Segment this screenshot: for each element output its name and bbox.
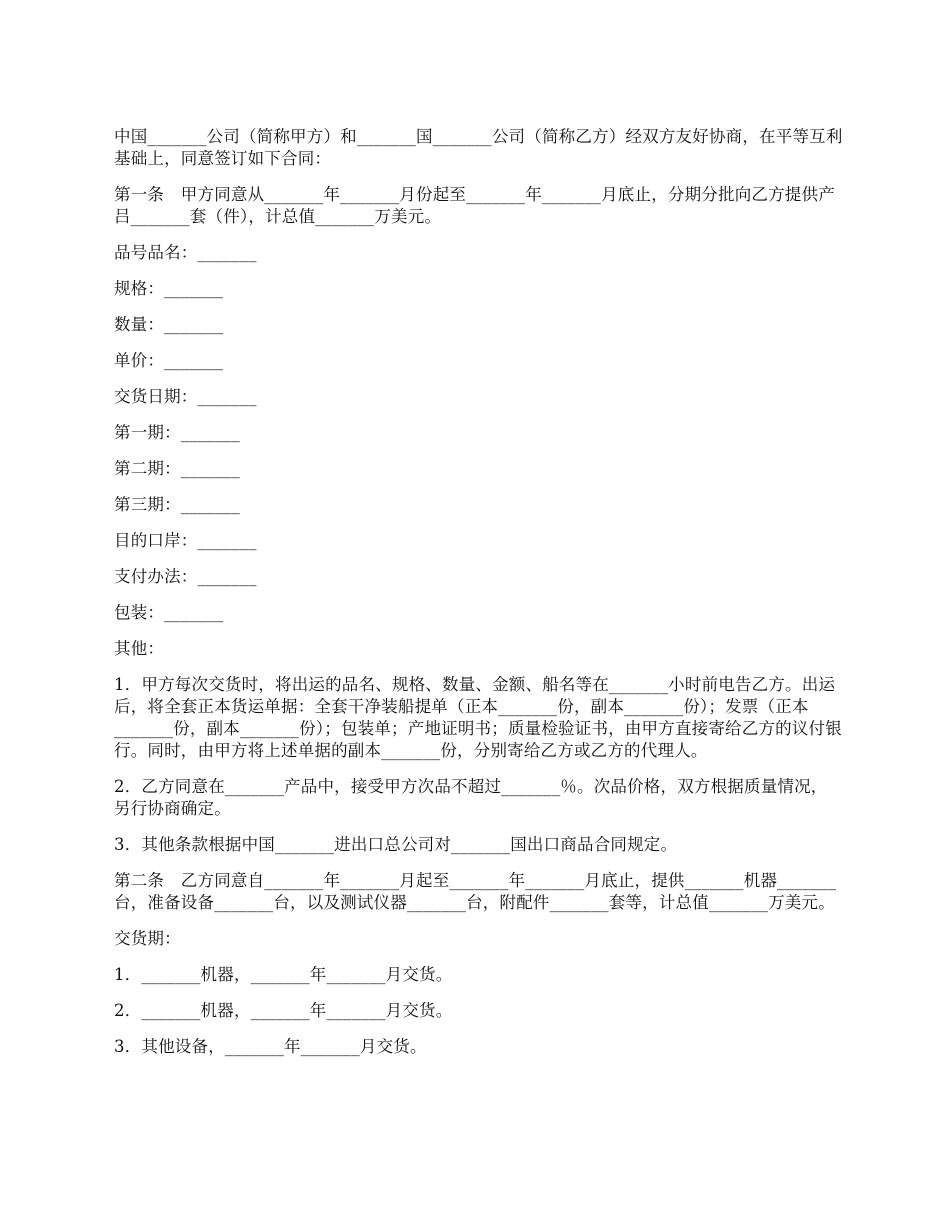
item-phase-3: 第三期：_______ [114, 495, 240, 514]
item-phase-2: 第二期：_______ [114, 459, 240, 478]
delivery-item-2: 2．_______机器，_______年_______月交货。 [114, 1001, 453, 1020]
item-delivery-date: 交货日期：_______ [114, 387, 257, 406]
item-payment-method: 支付办法：_______ [114, 567, 257, 586]
item-packaging: 包装：_______ [114, 603, 224, 622]
contract-body [114, 126, 844, 1072]
article-2-paragraph: 第二条 乙方同意自_______年_______月起至_______年_______月底止，提供_______机器_______台，准备设备_______台，以及测试仪器_______台，附配件_______套等，计总值_______万美元。 [114, 871, 837, 912]
item-destination-port: 目的口岸：_______ [114, 531, 257, 550]
item-phase-1: 第一期：_______ [114, 423, 240, 442]
preamble-paragraph: 中国_______公司（简称甲方）和_______国_______公司（简称乙方）经双方友好协商，在平等互利基础上，同意签订如下合同： [114, 127, 843, 168]
delivery-item-3: 3．其他设备，_______年_______月交货。 [114, 1037, 427, 1056]
others-heading: 其他： [114, 639, 165, 658]
others-clause-3: 3．其他条款根据中国_______进出口总公司对_______国出口商品合同规定。 [114, 835, 678, 854]
item-specification: 规格：_______ [114, 279, 224, 298]
others-clause-1: 1．甲方每次交货时，将出运的品名、规格、数量、金额、船名等在_______小时前电告乙方。出运后，将全套正本货运单据：全套干净装船提单（正本_______份，副本_______份）；发票（正本_______份，副本_______份）；包装单；产地证明书；质量检验证书，由甲方直接寄给乙方的议付银行。同时，由甲方将上述单据的副本_______份，分别寄给乙方或乙方的代理人。 [114, 675, 842, 760]
item-product-name: 品号品名：_______ [114, 243, 257, 262]
delivery-period-heading: 交货期： [114, 929, 181, 948]
others-clause-2: 2．乙方同意在_______产品中，接受甲方次品不超过_______％。次品价格，双方根据质量情况，另行协商确定。 [114, 777, 828, 818]
item-quantity: 数量：_______ [114, 315, 224, 334]
article-1-paragraph: 第一条 甲方同意从_______年_______月份起至_______年_______月底止，分期分批向乙方提供产吕_______套（件），计总值_______万美元。 [114, 185, 835, 226]
item-unit-price: 单价：_______ [114, 351, 224, 370]
delivery-item-1: 1．_______机器，_______年_______月交货。 [114, 965, 453, 984]
